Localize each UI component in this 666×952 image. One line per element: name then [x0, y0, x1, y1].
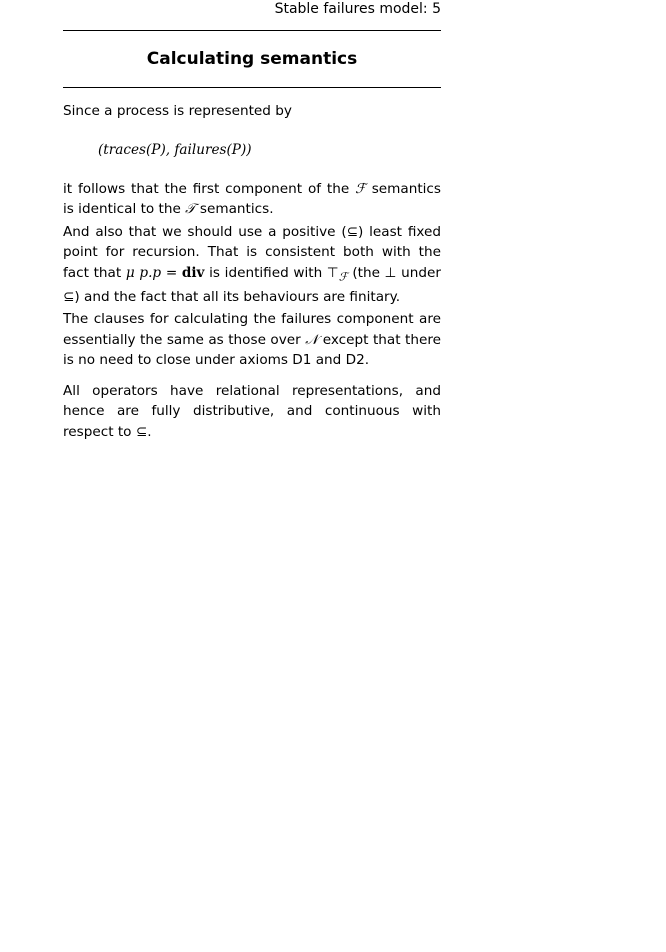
math-symbol-t: 𝒯	[185, 201, 196, 217]
paragraph-2	[63, 222, 441, 308]
math-mu-p: μ p.p	[125, 264, 162, 281]
text-span: is identified with ⊤	[204, 264, 339, 281]
text-span: except that there is no need to close under axioms D1 and D2.	[63, 331, 441, 369]
math-symbol-f: ℱ	[355, 180, 366, 197]
text-span: =	[161, 264, 182, 281]
text-span: And also that we should use a positive (⊆) least fixed point for recursion. That is consistent both with the fact that	[63, 223, 441, 281]
paragraph-4: All operators have relational representations, and hence are fully distributive, and continuous with respect to ⊆.	[63, 382, 441, 440]
display-equation	[63, 122, 441, 179]
paragraph-3	[63, 309, 441, 371]
body-text	[63, 101, 441, 442]
math-symbol-n: 𝒩	[305, 331, 319, 348]
section-title: Calculating semantics	[146, 49, 358, 69]
running-header: Stable failures model: 5	[274, 1, 441, 17]
math-subscript-f: ℱ	[338, 269, 348, 284]
formula: (traces(P), failures(P))	[98, 141, 252, 158]
text-span: The clauses for calculating the failures component are essentially the same as those over	[63, 311, 441, 348]
math-div: div	[181, 264, 205, 281]
bottom-rule	[63, 87, 441, 88]
text-span: it follows that the first component of the	[63, 180, 356, 197]
paragraph-1	[63, 179, 441, 220]
top-rule	[63, 30, 441, 31]
intro-paragraph: Since a process is represented by	[63, 103, 292, 119]
text-span: semantics is identical to the	[63, 180, 441, 217]
text-span: semantics.	[195, 201, 274, 217]
text-span: (the ⊥ under ⊆) and the fact that all its behaviours are finitary.	[63, 264, 441, 305]
